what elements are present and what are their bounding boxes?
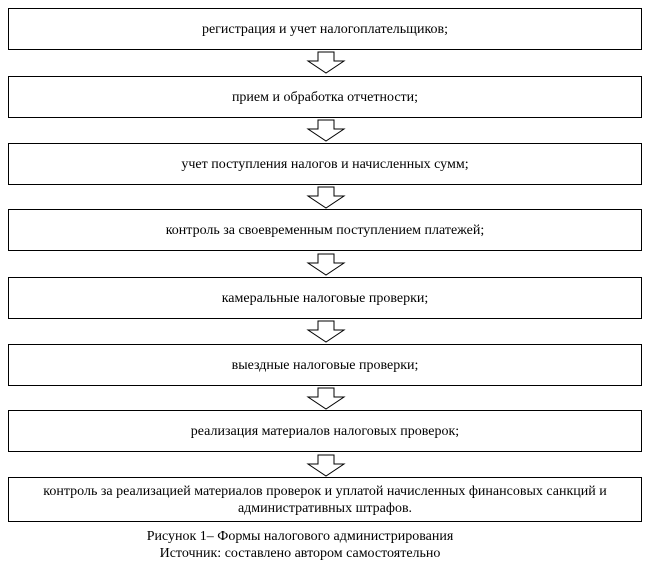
down-arrow-icon	[306, 254, 346, 276]
step-label-1: регистрация и учет налогоплательщиков;	[201, 21, 449, 37]
step-label-5: камеральные налоговые проверки;	[221, 290, 429, 306]
step-box-4	[8, 209, 642, 251]
step-label-4: контроль за своевременным поступлением платежей;	[165, 222, 485, 238]
step-label-8: контроль за реализацией материалов проверок и уплатой начисленных финансовых санкций и административных штрафов.	[43, 483, 607, 516]
figure-source: Источник: составлено автором самостоятельно	[159, 546, 441, 561]
step-label-2: прием и обработка отчетности;	[231, 89, 419, 105]
down-arrow-icon	[306, 120, 346, 142]
figure-caption: Рисунок 1– Формы налогового администрирования	[146, 529, 454, 544]
down-arrow-icon	[306, 52, 346, 74]
step-box-5	[8, 277, 642, 319]
down-arrow-icon	[306, 455, 346, 477]
step-box-7	[8, 410, 642, 452]
step-box-6	[8, 344, 642, 386]
step-label-3: учет поступления налогов и начисленных сумм;	[181, 156, 469, 172]
step-box-8	[8, 477, 642, 522]
step-box-2	[8, 76, 642, 118]
step-label-7: реализация материалов налоговых проверок;	[190, 423, 460, 439]
down-arrow-icon	[306, 388, 346, 410]
step-label-6: выездные налоговые проверки;	[231, 357, 419, 373]
down-arrow-icon	[306, 187, 346, 209]
step-box-1	[8, 8, 642, 50]
step-box-3	[8, 143, 642, 185]
down-arrow-icon	[306, 321, 346, 343]
